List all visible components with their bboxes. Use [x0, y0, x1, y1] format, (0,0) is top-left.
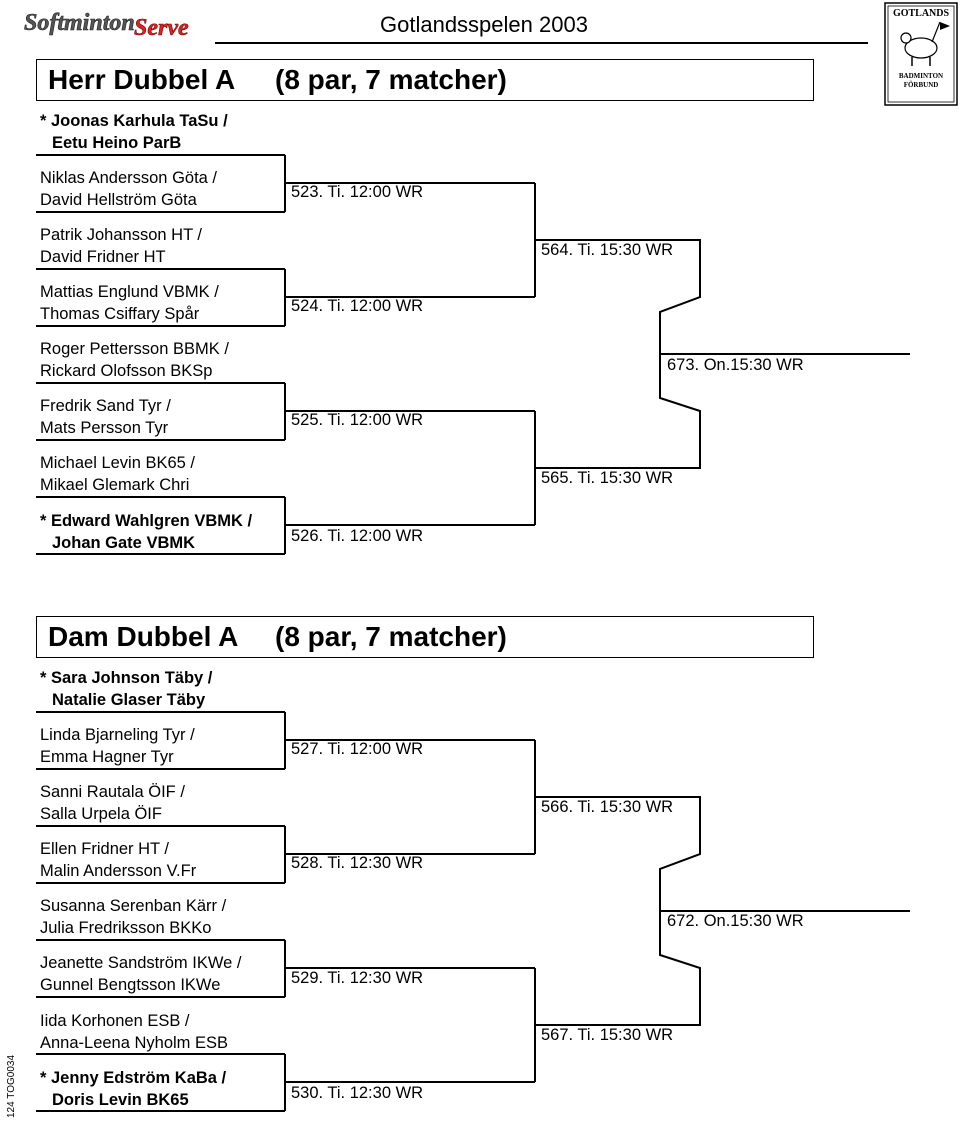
- player-pair-8: [40, 1067, 285, 1111]
- player-line-2: Mats Persson Tyr: [40, 419, 169, 437]
- match-673-final: 673. On.15:30 WR: [667, 356, 804, 374]
- player-pair-7: [40, 1010, 285, 1054]
- player-line-1: Iida Korhonen ESB /: [40, 1012, 190, 1030]
- section-title: Herr Dubbel A: [48, 64, 236, 95]
- player-line-2: Eetu Heino ParB: [52, 134, 182, 152]
- player-line-1: Sanni Rautala ÖIF /: [40, 783, 185, 801]
- player-line-2: Mikael Glemark Chri: [40, 476, 190, 494]
- match-672-final: 672. On.15:30 WR: [667, 912, 804, 930]
- player-pair-6: [40, 395, 285, 439]
- player-line-1: Roger Pettersson BBMK /: [40, 340, 229, 358]
- player-line-2: Emma Hagner Tyr: [40, 748, 174, 766]
- match-530: 530. Ti. 12:30 WR: [291, 1084, 424, 1102]
- match-524: 524. Ti. 12:00 WR: [291, 297, 424, 315]
- player-line-1: Jeanette Sandström IKWe /: [40, 954, 242, 972]
- section-title-box-dam-dubbel: [36, 616, 814, 658]
- player-pair-7: [40, 452, 285, 496]
- player-line-1: Michael Levin BK65 /: [40, 454, 196, 472]
- player-pair-2: [40, 167, 285, 211]
- player-line-2: Salla Urpela ÖIF: [40, 805, 162, 823]
- player-line-1: Susanna Serenban Kärr /: [40, 897, 227, 915]
- player-pair-5: [40, 338, 285, 382]
- match-525: 525. Ti. 12:00 WR: [291, 411, 424, 429]
- match-567: 567. Ti. 15:30 WR: [541, 1026, 674, 1044]
- player-line-1: * Sara Johnson Täby /: [40, 669, 213, 687]
- player-pair-4: [40, 838, 285, 882]
- section-subtitle: (8 par, 7 matcher): [275, 64, 507, 95]
- player-pair-2: [40, 724, 285, 768]
- side-code-text: 124 TOG0034: [6, 1054, 17, 1118]
- player-line-2: David Hellström Göta: [40, 191, 197, 209]
- match-527: 527. Ti. 12:00 WR: [291, 740, 424, 758]
- player-line-1: Fredrik Sand Tyr /: [40, 397, 171, 415]
- player-line-2: Rickard Olofsson BKSp: [40, 362, 213, 380]
- crest-bottom-text-1: BADMINTON: [898, 72, 944, 80]
- match-566: 566. Ti. 15:30 WR: [541, 798, 674, 816]
- section-title-box-herr-dubbel: [36, 59, 814, 101]
- player-line-1: Patrik Johansson HT /: [40, 226, 203, 244]
- match-528: 528. Ti. 12:30 WR: [291, 854, 424, 872]
- section-title: Dam Dubbel A: [48, 621, 239, 652]
- player-line-2: Gunnel Bengtsson IKWe: [40, 976, 221, 994]
- logo-text-softminton: Softminton: [24, 10, 135, 36]
- player-pair-8: [40, 510, 285, 554]
- player-line-2: David Fridner HT: [40, 248, 166, 266]
- player-line-2: Julia Fredriksson BKKo: [40, 919, 212, 937]
- player-line-1: Linda Bjarneling Tyr /: [40, 726, 195, 744]
- match-523: 523. Ti. 12:00 WR: [291, 183, 424, 201]
- match-564: 564. Ti. 15:30 WR: [541, 241, 674, 259]
- side-code: [0, 1010, 22, 1122]
- player-line-1: * Joonas Karhula TaSu /: [40, 112, 228, 130]
- player-pair-1: [40, 667, 285, 711]
- player-line-2: Anna-Leena Nyholm ESB: [40, 1034, 229, 1052]
- logo-text-serve: Serve: [134, 15, 189, 41]
- match-565: 565. Ti. 15:30 WR: [541, 469, 674, 487]
- player-line-2: Natalie Glaser Täby: [52, 691, 206, 709]
- player-line-1: * Jenny Edström KaBa /: [40, 1069, 227, 1087]
- player-pair-3: [40, 224, 285, 268]
- player-line-2: Malin Andersson V.Fr: [40, 862, 197, 880]
- player-pair-5: [40, 895, 285, 939]
- section-subtitle: (8 par, 7 matcher): [275, 621, 507, 652]
- player-line-2: Doris Levin BK65: [52, 1091, 189, 1109]
- player-pair-1: [40, 110, 285, 154]
- crest-bottom-text-2: FÖRBUND: [903, 81, 939, 89]
- player-pair-6: [40, 952, 285, 996]
- crest-top-text: GOTLANDS: [892, 8, 950, 19]
- match-526: 526. Ti. 12:00 WR: [291, 527, 424, 545]
- player-line-2: Johan Gate VBMK: [52, 534, 196, 552]
- player-line-2: Thomas Csiffary Spår: [40, 305, 200, 323]
- player-line-1: Ellen Fridner HT /: [40, 840, 169, 858]
- player-line-1: Mattias Englund VBMK /: [40, 283, 219, 301]
- player-pair-3: [40, 781, 285, 825]
- player-pair-4: [40, 281, 285, 325]
- player-line-1: * Edward Wahlgren VBMK /: [40, 512, 253, 530]
- player-line-1: Niklas Andersson Göta /: [40, 169, 218, 187]
- event-title: Gotlandsspelen 2003: [380, 12, 588, 37]
- match-529: 529. Ti. 12:30 WR: [291, 969, 424, 987]
